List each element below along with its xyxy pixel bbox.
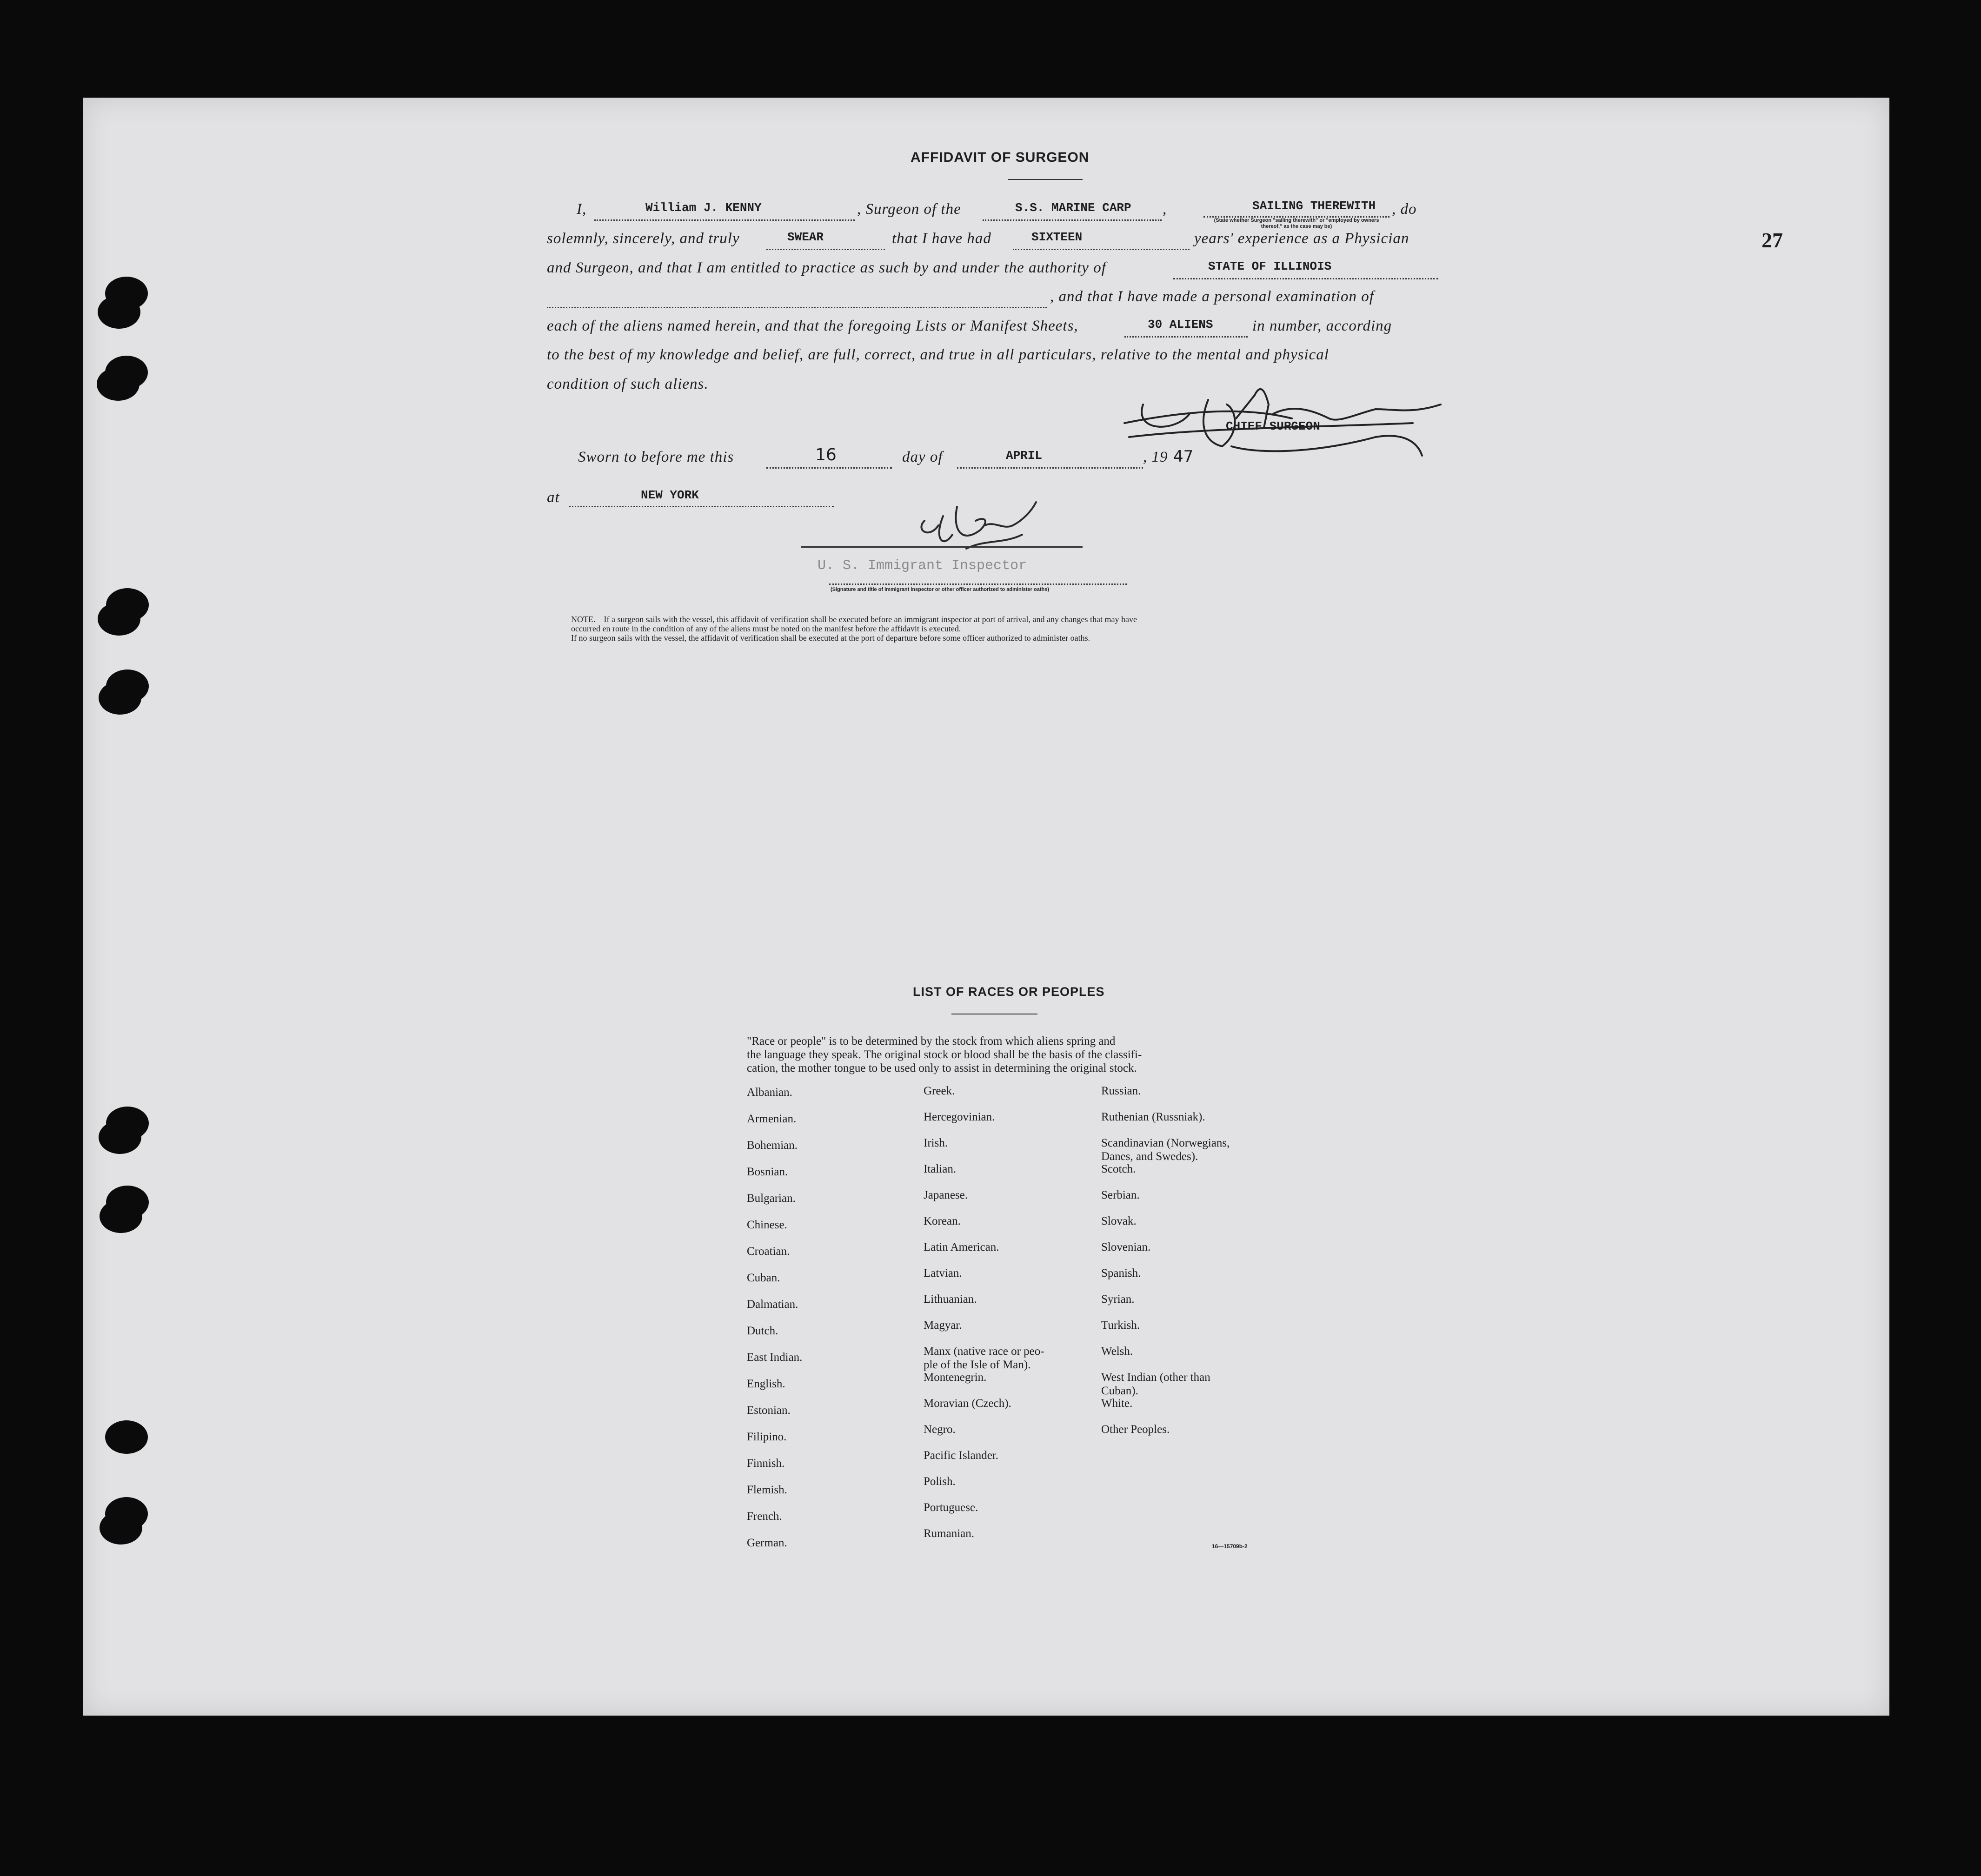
race-entry: West Indian (other than Cuban). [1101,1371,1210,1397]
line2-prefix: solemnly, sincerely, and truly [547,230,740,247]
race-entry: White. [1101,1397,1133,1410]
line5-prefix: each of the aliens named herein, and that the foregoing Lists or Manifest Sheets, [547,318,1078,334]
race-entry: Negro. [924,1423,956,1436]
race-entry: Finnish. [747,1457,785,1470]
document-page [83,98,1889,1716]
line6: to the best of my knowledge and belief, are full, correct, and true in all particulars, relative to the mental and physical [547,346,1329,363]
race-entry: Albanian. [747,1086,792,1099]
affidavit-title: AFFIDAVIT OF SURGEON [911,150,1090,165]
race-entry: Portuguese. [924,1501,978,1514]
race-entry: Cuban. [747,1272,780,1284]
note-line-2: occurred en route in the condition of any of the aliens must be noted on the manifest before the affidavit is executed. [571,624,961,633]
race-entry: Syrian. [1101,1293,1135,1306]
oath-field-line [766,249,885,250]
race-entry: Irish. [924,1137,948,1149]
race-entry: Polish. [924,1475,956,1488]
page-number: 27 [1762,228,1783,252]
sailing-hint: (State whether Surgeon "sailing therewith" or "employed by owners thereof," as the case may be) [1214,218,1379,229]
race-entry: Rumanian. [924,1527,975,1540]
years-field-line [1013,249,1190,250]
race-entry: Slovak. [1101,1215,1137,1227]
race-entry: Greek. [924,1085,955,1097]
authority-field-line [1173,278,1438,279]
race-entry: Magyar. [924,1319,962,1332]
race-entry: English. [747,1378,785,1390]
line5-end: in number, according [1252,318,1392,334]
punch-hole [99,681,141,715]
form-code: 16—15709b-2 [1212,1543,1248,1550]
race-entry: Italian. [924,1163,957,1175]
races-intro-3: cation, the mother tongue to be used only to assist in determining the original stock. [747,1062,1137,1074]
line1-prefix: I, [577,201,587,218]
race-entry: Other Peoples. [1101,1423,1170,1436]
race-entry: Latin American. [924,1241,999,1253]
vessel-name-field: S.S. MARINE CARP [1015,201,1131,215]
race-entry: Scandinavian (Norwegians, Danes, and Swedes). [1101,1137,1230,1163]
line2-end: years' experience as a Physician [1194,230,1409,247]
line1-mid: , Surgeon of the [857,201,961,218]
authority-continuation-line [547,307,1047,308]
race-entry: Welsh. [1101,1345,1133,1358]
sailing-status-field: SAILING THEREWITH [1252,199,1376,213]
race-entry: Dutch. [747,1325,778,1337]
race-entry: Armenian. [747,1113,797,1125]
punch-hole [100,1200,142,1233]
race-entry: Latvian. [924,1267,962,1279]
day-field-line [766,467,892,469]
race-entry: Korean. [924,1215,961,1227]
line4-end: , and that I have made a personal examination of [1050,288,1374,305]
race-entry: Croatian. [747,1245,790,1258]
sworn-year-field: 47 [1173,447,1194,466]
sworn-day-field: 16 [815,445,837,464]
race-entry: Scotch. [1101,1163,1136,1175]
race-entry: Slovenian. [1101,1241,1151,1253]
sworn-month-field: APRIL [1006,449,1043,463]
line7: condition of such aliens. [547,376,709,392]
race-entry: Chinese. [747,1219,787,1231]
inspector-title-line [829,583,1127,585]
alien-count-field: 30 ALIENS [1148,318,1213,331]
race-entry: Bohemian. [747,1139,798,1152]
name-field-line [594,219,855,221]
line1-end: , do [1392,201,1417,218]
count-field-line [1124,336,1248,338]
punch-hole [105,1420,148,1454]
sworn-place-field: NEW YORK [641,488,699,502]
race-entry: German. [747,1537,787,1549]
sworn-prefix: Sworn to before me this [578,449,734,465]
race-entry: East Indian. [747,1351,803,1364]
punch-hole [97,367,140,401]
race-entry: French. [747,1510,782,1523]
races-intro-2: the language they speak. The original stock or blood shall be the basis of the classifi- [747,1048,1142,1061]
race-entry: Serbian. [1101,1189,1140,1201]
inspector-signature-line [801,546,1083,548]
race-entry: Turkish. [1101,1319,1140,1332]
race-entry: Estonian. [747,1404,791,1417]
at-prefix: at [547,489,560,506]
place-field-line [569,506,834,507]
authority-field: STATE OF ILLINOIS [1208,259,1332,273]
race-entry: Japanese. [924,1189,968,1201]
oath-field: SWEAR [787,230,824,244]
races-title: LIST OF RACES OR PEOPLES [913,985,1105,999]
race-entry: Manx (native race or peo- ple of the Isle of Man). [924,1345,1044,1371]
title-underline [1008,179,1083,180]
races-intro-1: "Race or people" is to be determined by the stock from which aliens spring and [747,1035,1116,1047]
punch-hole [98,602,140,636]
inspector-caption: (Signature and title of immigrant inspector or other officer authorized to administer oaths) [831,587,1049,592]
races-column-1 [747,1086,802,1563]
inspector-stamp: U. S. Immigrant Inspector [818,558,1027,574]
race-entry: Spanish. [1101,1267,1141,1279]
line2-mid: that I have had [892,230,991,247]
races-column-3 [1101,1084,1230,1449]
note-line-1: NOTE.—If a surgeon sails with the vessel, this affidavit of verification shall be executed before an immigrant inspector at port of arrival, and any changes that may have [571,615,1137,624]
race-entry: Dalmatian. [747,1298,798,1311]
race-entry: Filipino. [747,1431,787,1443]
race-entry: Bulgarian. [747,1192,796,1205]
races-column-2 [924,1084,1044,1553]
race-entry: Flemish. [747,1484,787,1496]
race-entry: Pacific Islander. [924,1449,999,1462]
sworn-mid: day of [902,449,943,465]
chief-surgeon-title: CHIEF SURGEON [1226,419,1320,433]
race-entry: Moravian (Czech). [924,1397,1011,1410]
surgeon-name-field: William J. KENNY [645,201,762,215]
race-entry: Hercegovinian. [924,1111,995,1123]
punch-hole [100,1511,142,1545]
years-field: SIXTEEN [1031,230,1083,244]
vessel-field-line [983,219,1162,221]
punch-hole [99,1120,141,1154]
race-entry: Montenegrin. [924,1371,987,1384]
race-entry: Lithuanian. [924,1293,977,1306]
inspector-signature [911,488,1059,553]
sworn-year-prefix: , 19 [1143,449,1168,465]
race-entry: Bosnian. [747,1166,788,1178]
race-entry: Ruthenian (Russniak). [1101,1111,1205,1123]
punch-hole [98,295,140,329]
month-field-line [957,467,1143,469]
line1-comma: , [1163,201,1167,218]
line3-prefix: and Surgeon, and that I am entitled to practice as such by and under the authority of [547,259,1106,276]
race-entry: Russian. [1101,1085,1141,1097]
note-line-3: If no surgeon sails with the vessel, the affidavit of verification shall be executed at the port of departure before some officer authorized to administer oaths. [571,633,1090,643]
